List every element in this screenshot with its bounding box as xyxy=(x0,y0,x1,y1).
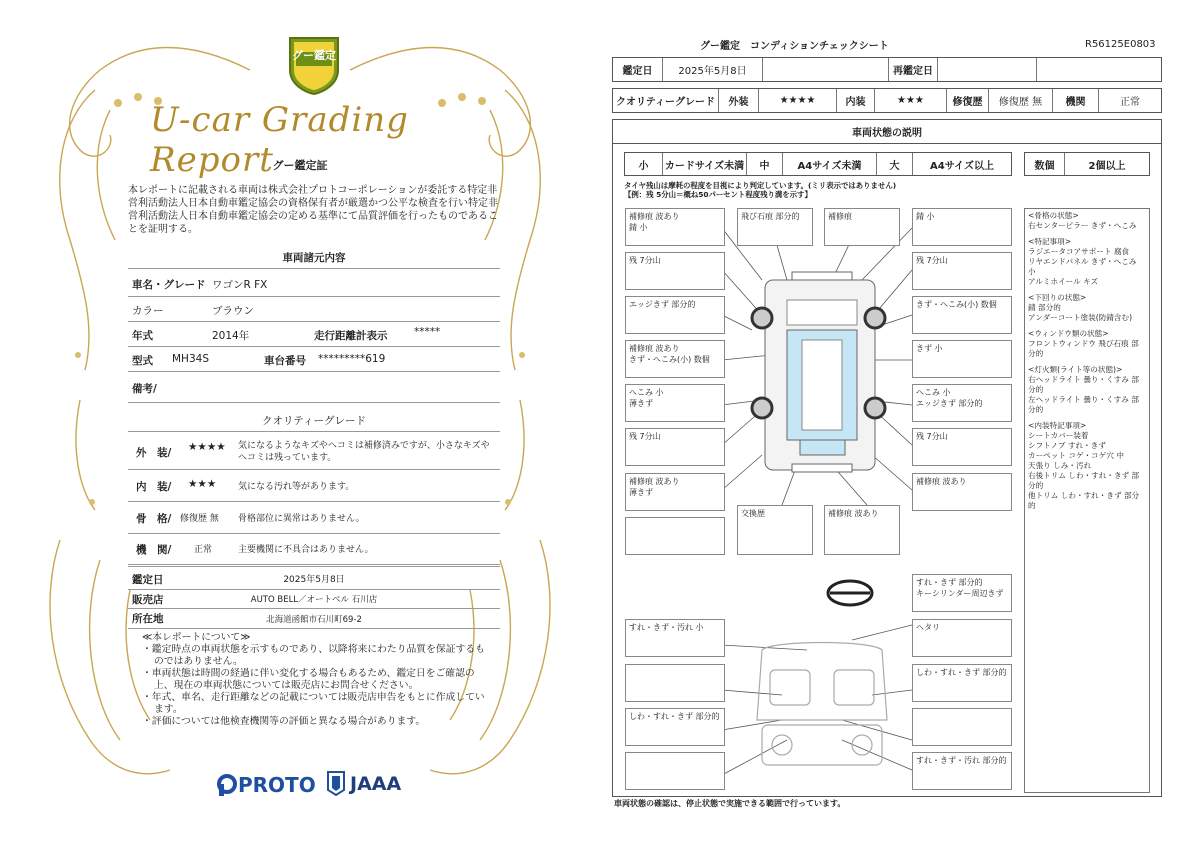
report-script-title: U-car Grading Report xyxy=(150,100,409,180)
frame-description: 骨格部位に異常はありません。 xyxy=(238,514,365,524)
damage-box: しわ・すれ・きず 部分的 xyxy=(912,664,1012,702)
note-line: カーペット コゲ・コゲ穴 中 xyxy=(1028,451,1124,460)
mileage-value: ***** xyxy=(414,326,441,338)
goo-kantei-badge-icon xyxy=(284,30,344,96)
damage-box-empty xyxy=(625,517,725,555)
model-label: 型式 xyxy=(132,355,153,367)
certificate-statement: 本レポートに記載される車両は株式会社プロトコーポレーションが委託する特定非営利活動法人日本自動車鑑定協会の資格保有者が厳選かつ公平な検査を行い特定非営利活動法人日本自動車鑑定協会の定める基準にて品質評価を行ったものであることを証明する。 xyxy=(128,185,498,235)
note-line: ラジエータコアサポート 腐食 xyxy=(1028,247,1130,256)
spec-row-name xyxy=(128,270,500,297)
ext-label: 外装 xyxy=(719,89,759,112)
shop-label: 販売店 xyxy=(132,594,164,606)
size-large: 大 xyxy=(877,153,913,175)
note-line: <灯火類(ライト等の状態)> xyxy=(1028,365,1123,374)
divider xyxy=(128,268,500,269)
footer-row-address xyxy=(128,608,500,629)
notes-title: ≪本レポートについて≫ xyxy=(142,632,251,643)
note-item: ・車両状態は時間の経過に伴い変化する場合もあるため、鑑定日をご確認の上、現在の車両状態については販売店にお問合せください。 xyxy=(142,668,475,691)
note-line: <骨格の状態> xyxy=(1028,211,1079,220)
note-line: <ウィンドウ類の状態> xyxy=(1028,329,1109,338)
sheet-footer-note: 車両状態の確認は、停止状態で実施できる範囲で行っています。 xyxy=(614,799,846,808)
quality-row-exterior xyxy=(128,433,500,470)
divider xyxy=(128,431,500,432)
remarks-label: 備考/ xyxy=(132,383,157,395)
sheet-id: R56125E0803 xyxy=(1085,39,1156,50)
size-large-desc: A4サイズ以上 xyxy=(930,160,994,172)
exterior-label: 外 装/ xyxy=(136,447,172,459)
engine-label: 機関 xyxy=(1053,89,1099,112)
ext-stars: ★★★★ xyxy=(759,89,837,112)
spec-row-remarks xyxy=(128,371,500,403)
note-line: 右ヘッドライト 曇り・くすみ 部分的 xyxy=(1028,375,1139,394)
note-line: 錆 部分的 xyxy=(1028,303,1061,312)
empty-cell xyxy=(763,58,889,81)
damage-box: すれ・きず 部分的 キーシリンダー周辺きず xyxy=(912,574,1012,612)
size-legend xyxy=(624,152,1012,176)
note-line: 右センターピラー きず・へこみ xyxy=(1028,221,1137,230)
damage-box: 残 7分山 xyxy=(912,252,1012,290)
damage-box: 錆 小 xyxy=(912,208,1012,246)
jaaa-logo-text: JAAA xyxy=(350,773,402,795)
shop-value: AUTO BELL／オートベル 石川店 xyxy=(250,595,378,605)
address-label: 所在地 xyxy=(132,613,164,625)
damage-box: 補修痕 波あり xyxy=(824,505,900,555)
name-value: ワゴンR FX xyxy=(212,279,268,291)
note-line: 左ヘッドライト 曇り・くすみ 部分的 xyxy=(1028,395,1139,414)
damage-box: 残 7分山 xyxy=(625,428,725,466)
damage-box: きず・へこみ(小) 数個 xyxy=(912,296,1012,334)
grade-row xyxy=(612,88,1162,113)
note-item: ・評価については他検査機関等の評価と異なる場合があります。 xyxy=(142,716,426,727)
car-interior-view xyxy=(757,643,887,766)
tire-note: タイヤ残山は摩耗の程度を目視により判定しています。(ミリ表示ではありません) xyxy=(624,181,897,190)
chassis-label: 車台番号 xyxy=(264,355,306,367)
size-small: 小 xyxy=(625,153,663,175)
note-item: ・鑑定時点の車両状態を示すものであり、以降将来にわたり品質を保証するものではありません。 xyxy=(142,644,485,667)
engine-value: 正常 xyxy=(1120,97,1140,108)
badge-label: グー鑑定 xyxy=(292,49,336,62)
color-value: ブラウン xyxy=(212,305,254,317)
date-value: 2025年5月8日 xyxy=(283,575,345,585)
spec-row-model xyxy=(128,346,500,372)
count-legend xyxy=(1024,152,1150,176)
date-label: 鑑定日 xyxy=(132,574,164,586)
damage-box: 補修痕 波あり きず・へこみ(小) 数個 xyxy=(625,340,725,378)
engine-value: 正常 xyxy=(194,545,213,555)
mileage-label: 走行距離計表示 xyxy=(314,330,388,342)
damage-box: へこみ 小 薄きず xyxy=(625,384,725,422)
footer-row-date xyxy=(128,566,500,590)
redate-value xyxy=(937,58,1037,81)
damage-box: しわ・すれ・きず 部分的 xyxy=(625,708,725,746)
note-line: 天張り しみ・汚れ xyxy=(1028,461,1092,470)
quality-heading: クオリティーグレード xyxy=(262,415,366,427)
grade-label: クオリティーグレード xyxy=(613,89,719,112)
damage-box: 残 7分山 xyxy=(625,252,725,290)
exterior-stars: ★★★★ xyxy=(188,441,226,453)
chassis-value: *********619 xyxy=(318,353,386,365)
damage-box: 交換歴 xyxy=(737,505,813,555)
certificate-title: グー鑑定証 xyxy=(272,159,328,172)
quality-row-interior xyxy=(128,469,500,502)
model-value: MH34S xyxy=(172,353,209,365)
car-top-view xyxy=(752,272,885,472)
proto-logo-icon xyxy=(216,773,238,797)
date-value: 2025年5月8日 xyxy=(663,58,763,81)
date-label: 鑑定日 xyxy=(613,58,663,81)
repair-value: 修復歴 無 xyxy=(989,89,1053,112)
damage-box: 補修痕 波あり xyxy=(912,473,1012,511)
damage-box: ヘタリ xyxy=(912,619,1012,657)
condition-notes xyxy=(1024,208,1150,793)
frame-label: 骨 格/ xyxy=(136,513,172,525)
note-line: 右後トリム しわ・すれ・きず 部分的 xyxy=(1028,471,1140,490)
note-line: <特記事項> xyxy=(1028,237,1072,246)
damage-box-empty xyxy=(625,664,725,702)
interior-stars: ★★★ xyxy=(188,478,217,490)
tire-example: 【例：残 5分山＝概ね50パーセント程度残り溝を示す】 xyxy=(624,190,812,199)
repair-label: 修復歴 xyxy=(947,89,989,112)
damage-box: すれ・きず・汚れ 小 xyxy=(625,619,725,657)
proto-logo-text: PROTO xyxy=(238,773,316,797)
damage-box: きず 小 xyxy=(912,340,1012,378)
count-label: 数個 xyxy=(1025,153,1065,175)
int-label: 内装 xyxy=(837,89,875,112)
damage-box: 補修痕 xyxy=(824,208,900,246)
note-line: <内装特記事項> xyxy=(1028,421,1087,430)
condition-heading: 車両状態の説明 xyxy=(612,119,1162,144)
note-line: アルミホイール キズ xyxy=(1028,277,1099,286)
damage-box: すれ・きず・汚れ 部分的 xyxy=(912,752,1012,790)
note-line: 他トリム しわ・すれ・きず 部分的 xyxy=(1028,491,1140,510)
note-line: シフトノブ すれ・きず xyxy=(1028,441,1106,450)
quality-row-frame xyxy=(128,501,500,534)
damage-box: 補修痕 波あり 錆 小 xyxy=(625,208,725,246)
spec-row-year xyxy=(128,321,500,347)
sheet-title: グー鑑定 コンディションチェックシート xyxy=(700,41,889,52)
interior-label: 内 装/ xyxy=(136,481,172,493)
spec-row-color xyxy=(128,296,500,322)
note-line: シートカバー装着 xyxy=(1028,431,1089,440)
size-mid: 中 xyxy=(747,153,783,175)
damage-box: へこみ 小 エッジきず 部分的 xyxy=(912,384,1012,422)
damage-box: エッジきず 部分的 xyxy=(625,296,725,334)
damage-box-empty xyxy=(912,708,1012,746)
report-notes xyxy=(142,632,492,728)
note-line: <下回りの状態> xyxy=(1028,293,1087,302)
exterior-description: 気になるようなキズやヘコミは補修済みですが、小さなキズやヘコミは残っています。 xyxy=(238,441,490,463)
year-label: 年式 xyxy=(132,330,153,342)
damage-box: 補修痕 波あり 薄きず xyxy=(625,473,725,511)
address-value: 北海道函館市石川町69-2 xyxy=(266,615,362,625)
year-value: 2014年 xyxy=(212,330,250,342)
size-small-desc: カードサイズ未満 xyxy=(663,153,747,175)
spec-heading: 車両諸元内容 xyxy=(282,252,346,264)
color-label: カラー xyxy=(132,305,164,317)
steering-wheel-icon xyxy=(828,581,872,605)
jaaa-logo-icon xyxy=(326,770,346,796)
damage-box-empty xyxy=(625,752,725,790)
int-stars: ★★★ xyxy=(875,89,947,112)
count-desc: 2個以上 xyxy=(1088,160,1126,172)
date-row xyxy=(612,57,1162,82)
engine-label: 機 関/ xyxy=(136,544,172,556)
damage-box: 残 7分山 xyxy=(912,428,1012,466)
note-item: ・年式、車名、走行距離などの記載については販売店申告をもとに作成しています。 xyxy=(142,692,485,715)
engine-description: 主要機関に不具合はありません。 xyxy=(238,545,374,555)
quality-row-engine xyxy=(128,533,500,565)
note-line: フロントウィンドウ 飛び石痕 部分的 xyxy=(1028,339,1139,358)
redate-label: 再鑑定日 xyxy=(893,66,933,77)
footer-row-shop xyxy=(128,588,500,609)
damage-box: 飛び石痕 部分的 xyxy=(737,208,813,246)
note-line: リヤエンドパネル きず・へこみ 小 xyxy=(1028,257,1137,276)
size-mid-desc: A4サイズ未満 xyxy=(783,153,877,175)
interior-description: 気になる汚れ等があります。 xyxy=(238,482,355,492)
name-label: 車名・グレード xyxy=(132,279,206,291)
frame-value: 修復歴 無 xyxy=(180,514,219,524)
note-line: アンダーコート塗装(防錆含む) xyxy=(1028,313,1133,322)
